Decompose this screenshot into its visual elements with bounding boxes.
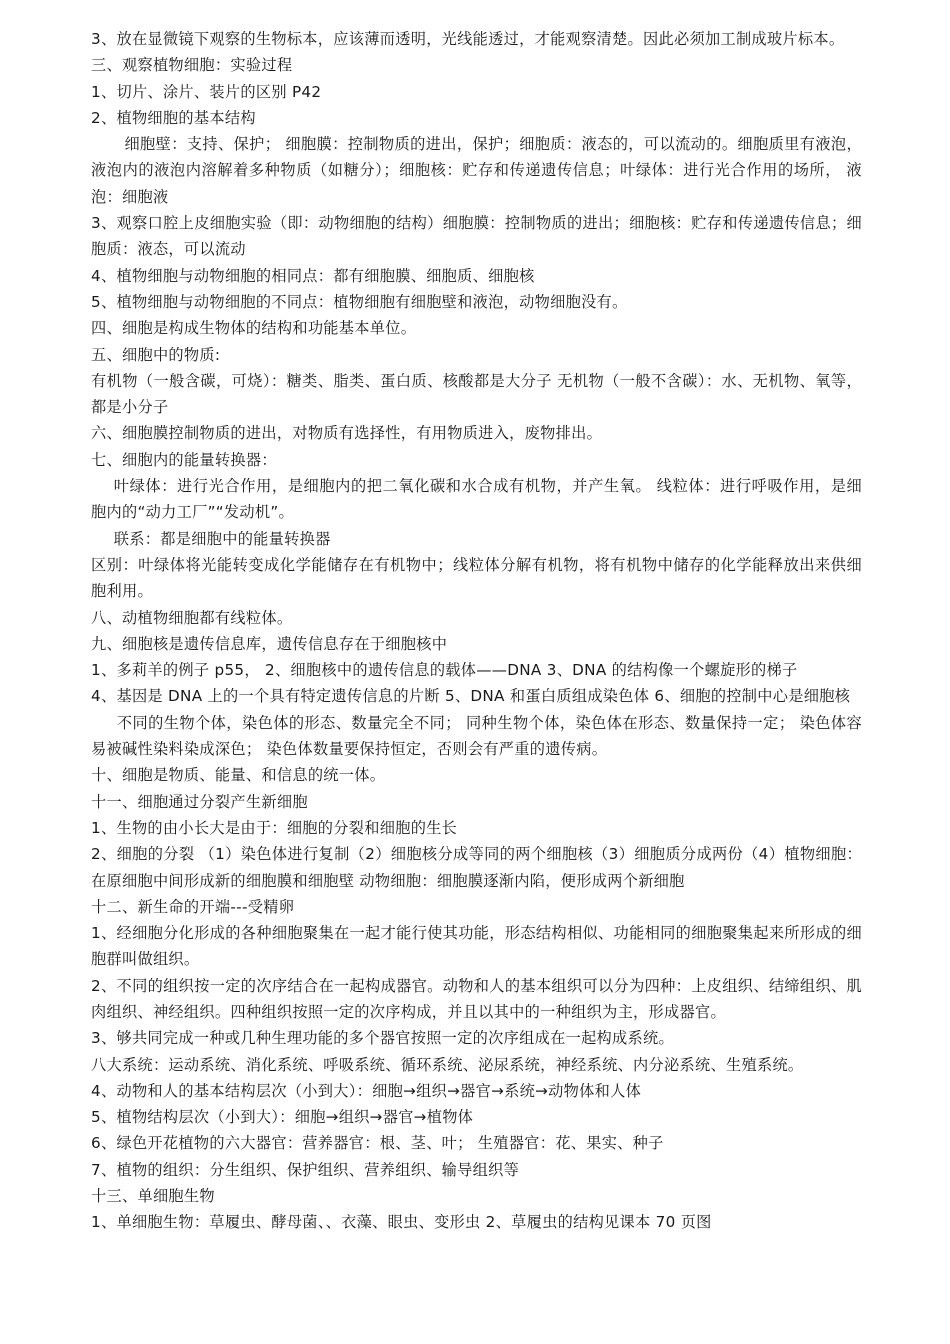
paragraph-14: 叶绿体：进行光合作用，是细胞内的把二氧化碳和水合成有机物，并产生氧。 线粒体：进行呼吸作用，是细胞内的“动力工厂”“发动机”。 xyxy=(91,477,862,522)
paragraph-31: 4、动物和人的基本结构层次（小到大）：细胞→组织→器官→系统→动物体和人体 xyxy=(91,1081,642,1100)
paragraph-19: 1、多莉羊的例子 p55， 2、细胞核中的遗传信息的载体——DNA 3、DNA 的结构像一个螺旋形的梯子 xyxy=(91,661,798,680)
paragraph-20: 4、基因是 DNA 上的一个具有特定遗传信息的片断 5、DNA 和蛋白质组成染色体 6、细胞的控制中心是细胞核 xyxy=(91,687,851,706)
paragraph-7: 4、植物细胞与动物细胞的相同点：都有细胞膜、细胞质、细胞核 xyxy=(91,266,535,285)
paragraph-32: 5、植物结构层次（小到大）：细胞→组织→器官→植物体 xyxy=(91,1108,474,1127)
paragraph-8: 5、植物细胞与动物细胞的不同点：植物细胞有细胞壁和液泡，动物细胞没有。 xyxy=(91,292,628,311)
section-heading-8: 八、动植物细胞都有线粒体。 xyxy=(91,608,293,627)
paragraph-28: 2、不同的组织按一定的次序结合在一起构成器官。动物和人的基本组织可以分为四种：上皮组织、结缔组织、肌肉组织、神经组织。四种组织按照一定的次序构成，并且以其中的一种组织为主，形成器官。 xyxy=(91,976,862,1021)
paragraph-6: 3、观察口腔上皮细胞实验（即：动物细胞的结构）细胞膜：控制物质的进出；细胞核：贮存和传递遗传信息；细胞质：液态，可以流动 xyxy=(91,214,862,259)
paragraph-27: 1、经细胞分化形成的各种细胞聚集在一起才能行使其功能，形态结构相似、功能相同的细胞聚集起来所形成的细胞群叫做组织。 xyxy=(91,924,862,969)
section-heading-13: 十三、单细胞生物 xyxy=(91,1187,215,1206)
paragraph-24: 1、生物的由小长大是由于：细胞的分裂和细胞的生长 xyxy=(91,818,458,837)
paragraph-5: 细胞壁：支持、保护； 细胞膜：控制物质的进出，保护；细胞质：液态的，可以流动的。细胞质里有液泡，液泡内的液泡内溶解着多种物质（如糖分）；细胞核：贮存和传递遗传信息；叶绿体：进行光合作用的场所， 液泡：细胞液 xyxy=(91,135,862,206)
section-heading-5: 五、细胞中的物质: xyxy=(91,345,221,364)
section-heading-7: 七、细胞内的能量转换器： xyxy=(91,450,277,469)
paragraph-34: 7、植物的组织：分生组织、保护组织、营养组织、输导组织等 xyxy=(91,1160,520,1179)
section-heading-6: 六、细胞膜控制物质的进出，对物质有选择性，有用物质进入，废物排出。 xyxy=(91,424,603,443)
paragraph-15: 联系：都是细胞中的能量转换器 xyxy=(113,529,331,548)
paragraph-29: 3、够共同完成一种或几种生理功能的多个器官按照一定的次序组成在一起构成系统。 xyxy=(91,1029,674,1048)
section-heading-12: 十二、新生命的开端---受精卵 xyxy=(91,897,295,916)
paragraph-11: 有机物（一般含碳，可烧）：糖类、脂类、蛋白质、核酸都是大分子 无机物（一般不含碳）：水、无机物、氧等，都是小分子 xyxy=(91,371,862,417)
section-heading-9: 九、细胞核是遗传信息库，遗传信息存在于细胞核中 xyxy=(91,634,448,653)
paragraph-4: 2、植物细胞的基本结构 xyxy=(91,108,256,127)
paragraph-3: 1、切片、涂片、装片的区别 P42 xyxy=(91,82,322,101)
paragraph-16: 区别：叶绿体将光能转变成化学能储存在有机物中；线粒体分解有机物，将有机物中储存的化学能释放出来供细胞利用。 xyxy=(91,555,862,601)
paragraph-25: 2、细胞的分裂 （1）染色体进行复制（2）细胞核分成等同的两个细胞核（3）细胞质分成两份（4）植物细胞：在原细胞中间形成新的细胞膜和细胞壁 动物细胞：细胞膜逐渐内陷，便形成两个新细胞 xyxy=(91,845,862,890)
section-heading-3: 三、观察植物细胞：实验过程 xyxy=(91,56,293,75)
paragraph-30: 八大系统：运动系统、消化系统、呼吸系统、循环系统、泌尿系统，神经系统、内分泌系统、生殖系统。 xyxy=(91,1055,804,1074)
paragraph-1: 3、放在显微镜下观察的生物标本，应该薄而透明，光线能透过，才能观察清楚。因此必须加工制成玻片标本。 xyxy=(91,30,845,48)
paragraph-36: 1、单细胞生物：草履虫、酵母菌、、衣藻、眼虫、变形虫 2、草履虫的结构见课本 70 页图 xyxy=(91,1213,712,1232)
paragraph-33: 6、绿色开花植物的六大器官：营养器官：根、茎、叶； 生殖器官：花、果实、种子 xyxy=(91,1134,664,1153)
section-heading-4: 四、细胞是构成生物体的结构和功能基本单位。 xyxy=(91,319,417,338)
paragraph-21: 不同的生物个体，染色体的形态、数量完全不同； 同种生物个体，染色体在形态、数量保持一定； 染色体容易被碱性染料染成深色； 染色体数量要保持恒定，否则会有严重的遗传病。 xyxy=(91,713,862,759)
section-heading-10: 十、细胞是物质、能量、和信息的统一体。 xyxy=(91,766,386,785)
section-heading-11: 十一、细胞通过分裂产生新细胞 xyxy=(91,792,308,811)
